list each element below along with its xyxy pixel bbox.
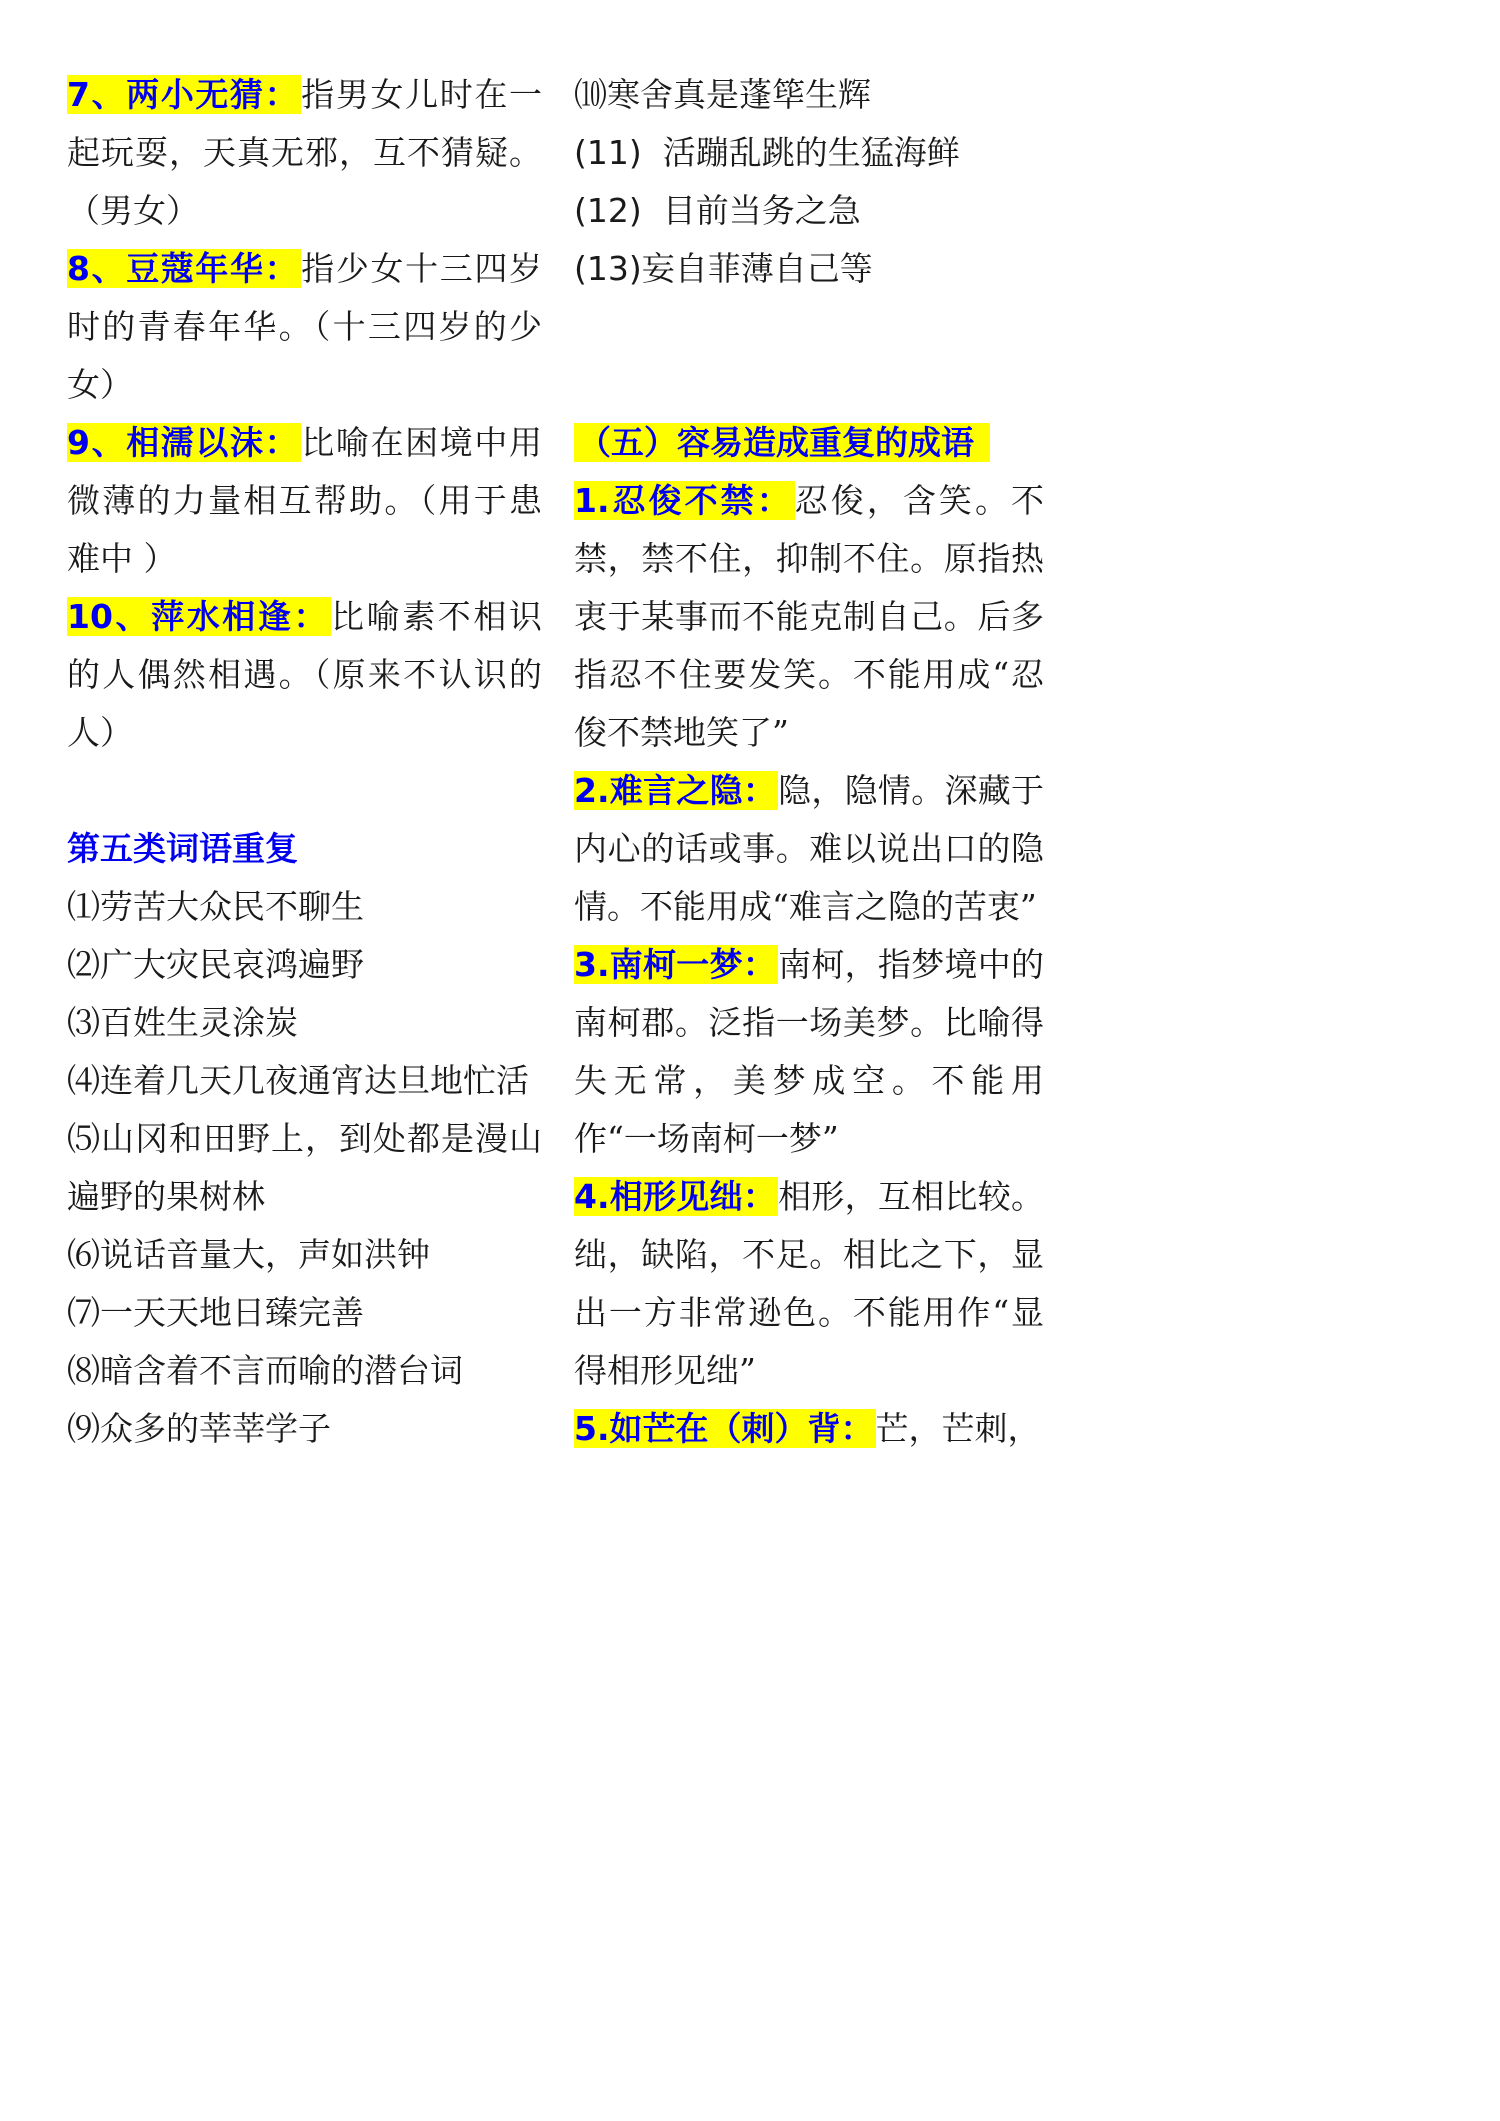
list-item (67, 1226, 542, 1284)
list-item (67, 994, 542, 1052)
term-definition: 比喻素不相识的人偶然相遇。（原来不认识的人） (67, 597, 542, 752)
entry-ren-jun-bu-jin (574, 472, 1044, 762)
item-number: ⑻ (67, 1351, 100, 1390)
item-number: ⑵ (67, 945, 100, 984)
section-title-idioms-repetition (574, 414, 1044, 472)
term-definition: 隐，隐情。深藏于内心的话或事。难以说出口的隐情。不能用成“难言之隐的苦衷” (574, 771, 1045, 926)
item-number: (12) (574, 191, 642, 230)
term-definition: 相形，互相比较。绌，缺陷，不足。相比之下，显出一方非常逊色。不能用作“显得相形见绌” (574, 1177, 1045, 1390)
item-number: ⑽ (574, 75, 607, 114)
entry-ru-mang-zai-bei (574, 1400, 1044, 1458)
list-item (574, 182, 1044, 240)
item-number: ⑷ (67, 1061, 100, 1100)
item-number: ⑼ (67, 1409, 100, 1448)
right-column (574, 66, 1044, 1458)
entry-ping-shui-xiang-feng (67, 588, 542, 762)
list-item (574, 66, 1044, 124)
list-item (67, 1284, 542, 1342)
item-text: 暗含着不言而喻的潜台词 (100, 1351, 463, 1390)
term-label: 7、两小无猜： (67, 75, 300, 114)
item-number: ⑶ (67, 1003, 100, 1042)
spacer (574, 298, 1044, 414)
list-item (67, 1052, 542, 1110)
term-label: 4.相形见绌： (574, 1177, 777, 1216)
item-number: ⑸ (67, 1119, 101, 1158)
left-column (67, 66, 542, 1458)
term-label: 9、相濡以沫： (67, 423, 300, 462)
item-text: 劳苦大众民不聊生 (100, 887, 364, 926)
term-label: 5.如芒在（刺）背： (574, 1409, 874, 1448)
list-item (574, 240, 1044, 298)
list-item (67, 1400, 542, 1458)
item-text: 连着几天几夜通宵达旦地忙活 (100, 1061, 529, 1100)
term-label: 2.难言之隐： (574, 771, 777, 810)
list-item (67, 878, 542, 936)
list-item (67, 936, 542, 994)
entry-xiang-xing-jian-chu (574, 1168, 1044, 1400)
term-definition: 南柯，指梦境中的南柯郡。泛指一场美梦。比喻得失无常，美梦成空。不能用作“一场南柯一梦” (574, 945, 1045, 1158)
list-item (67, 1110, 542, 1226)
section-title-label: （五）容易造成重复的成语 (574, 423, 990, 462)
item-number: ⑴ (67, 887, 100, 926)
term-label: 3.南柯一梦： (574, 945, 777, 984)
item-number: ⑹ (67, 1235, 100, 1274)
entry-liang-xiao-wu-cai (67, 66, 542, 240)
term-definition: 比喻在困境中用微薄的力量相互帮助。（用于患难中 ） (67, 423, 543, 578)
spacer (67, 762, 542, 820)
item-text: 山冈和田野上，到处都是漫山遍野的果树林 (67, 1119, 542, 1216)
section-title-word-repetition: 第五类词语重复 (67, 829, 298, 868)
entry-nan-yan-zhi-yin (574, 762, 1044, 936)
term-definition: 指少女十三四岁时的青春年华。（十三四岁的少女） (67, 249, 543, 404)
term-definition: 芒，芒刺， (875, 1409, 1041, 1448)
item-text: 目前当务之急 (641, 191, 861, 230)
item-text: 一天天地日臻完善 (100, 1293, 364, 1332)
item-text: 说话音量大，声如洪钟 (100, 1235, 430, 1274)
entry-xiang-ru-yi-mo (67, 414, 542, 588)
item-text: 广大灾民哀鸿遍野 (100, 945, 364, 984)
item-text: 众多的莘莘学子 (100, 1409, 331, 1448)
term-label: 8、豆蔻年华： (67, 249, 300, 288)
entry-dou-kou-nian-hua (67, 240, 542, 414)
item-number: (13) (574, 249, 642, 288)
item-text: 活蹦乱跳的生猛海鲜 (641, 133, 960, 172)
item-text: 寒舍真是蓬筚生辉 (607, 75, 871, 114)
item-number: ⑺ (67, 1293, 100, 1332)
item-number: (11) (574, 133, 642, 172)
term-definition: 忍俊，含笑。不禁，禁不住，抑制不住。原指热衷于某事而不能克制自己。后多指忍不住要发笑。不能用成“忍俊不禁地笑了” (574, 481, 1045, 752)
term-label: 1.忍俊不禁： (574, 481, 793, 520)
item-text: 妄自菲薄自己等 (641, 249, 873, 288)
term-label: 10、萍水相逢： (67, 597, 330, 636)
term-definition: 指男女儿时在一起玩耍，天真无邪，互不猜疑。（男女） (67, 75, 543, 230)
item-text: 百姓生灵涂炭 (100, 1003, 298, 1042)
entry-nan-ke-yi-meng (574, 936, 1044, 1168)
list-item (574, 124, 1044, 182)
list-item (67, 1342, 542, 1400)
